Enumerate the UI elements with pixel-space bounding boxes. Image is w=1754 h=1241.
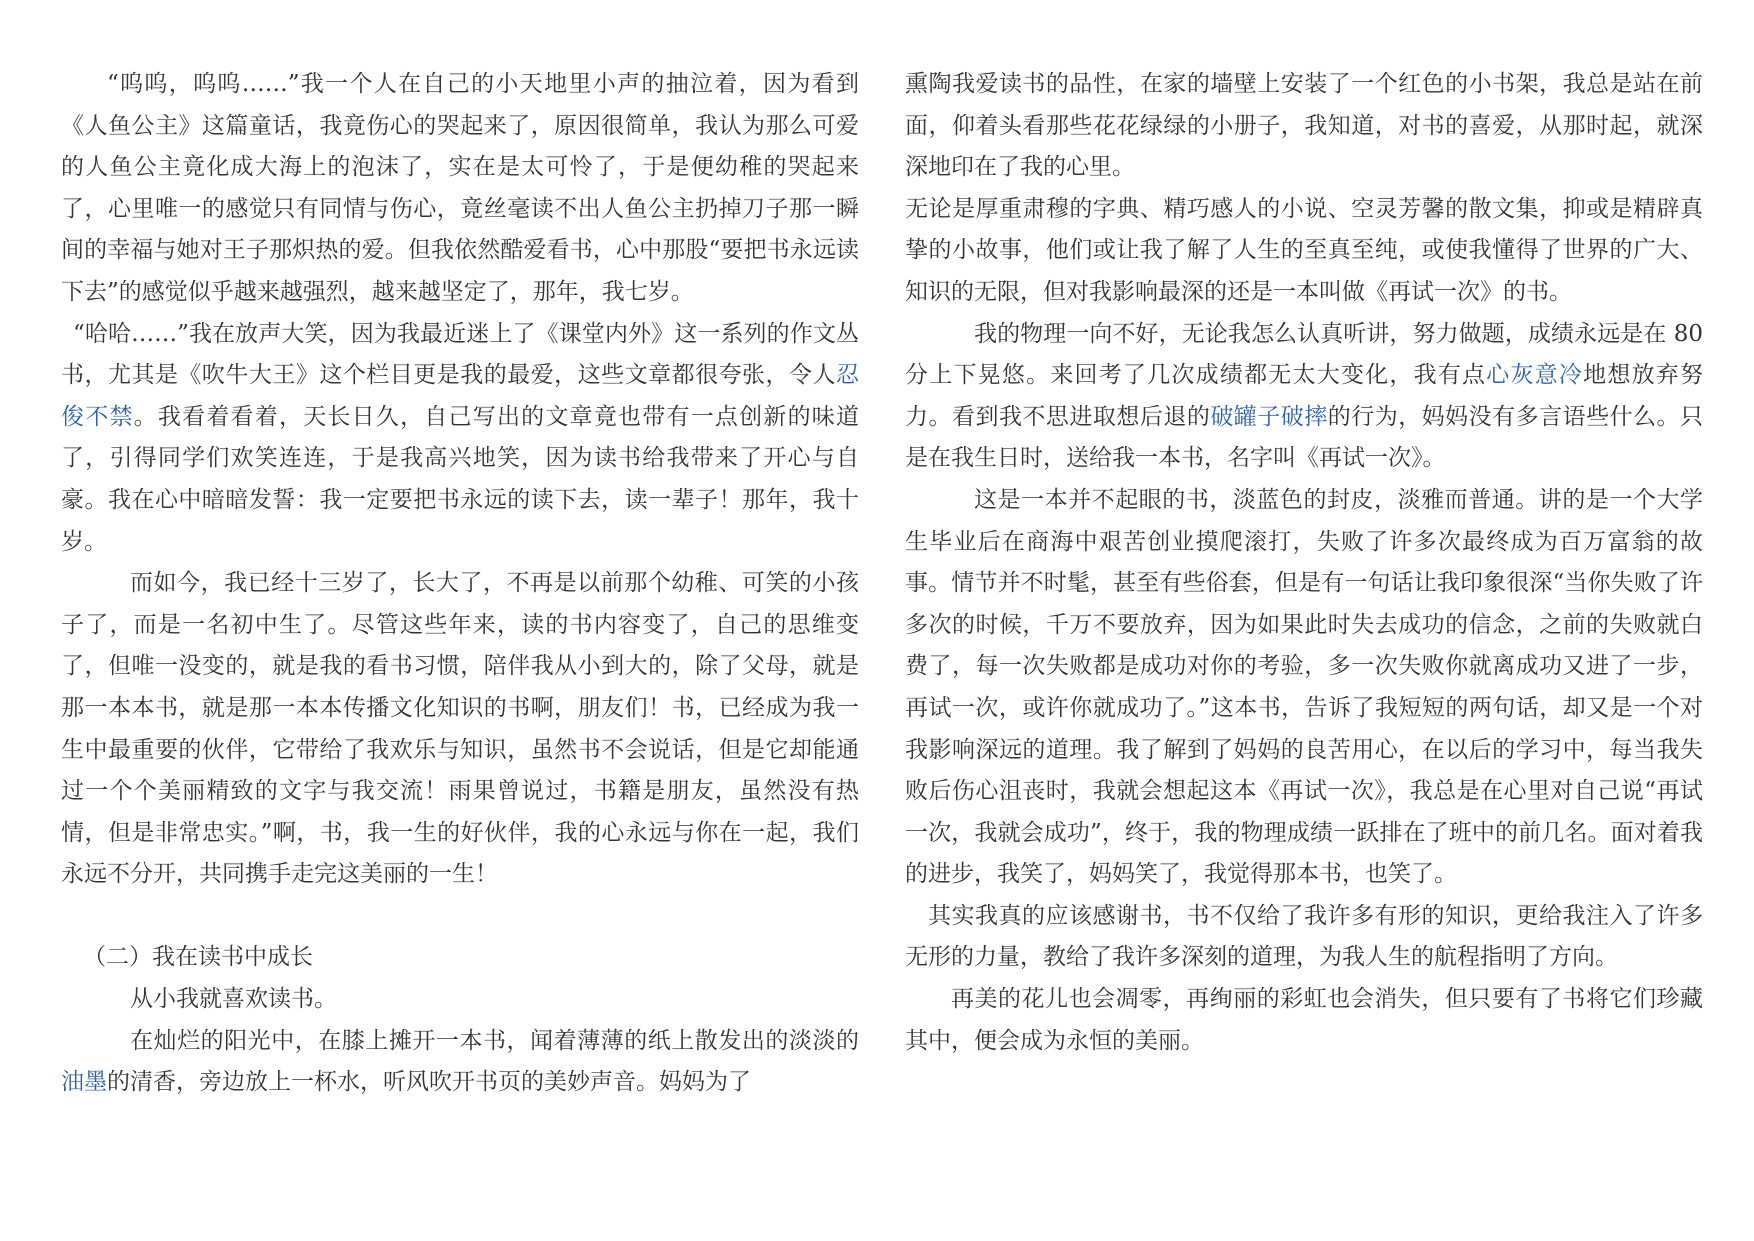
paragraph-text: 无论是厚重肃穆的字典、精巧感人的小说、空灵芳馨的散文集，抑或是精辟真挚的小故事，他们或让我了解了人生的至真至纯，或使我懂得了世界的广大、知识的无限，但对我影响最深的还是一本叫做《再试一次》的书。 [905, 195, 1703, 305]
paragraph-bookshelf [905, 64, 1703, 189]
link-idiom-poguanziposhuai[interactable]: 破罐子破摔 [1210, 403, 1328, 430]
paragraph-text: 。我看着看着，天长日久，自己写出的文章竟也带有一点创新的味道了，引得同学们欢笑连连，于是我高兴地笑，因为读书给我带来了开心与自豪。我在心中暗暗发誓：我一定要把书永远的读下去，读一辈子！那年，我十岁。 [61, 403, 859, 555]
paragraph-physics [905, 314, 1703, 480]
paragraph-text: 的清香，旁边放上一杯水，听风吹开书页的美妙声音。妈妈为了 [107, 1069, 751, 1096]
link-ink[interactable]: 油墨 [61, 1069, 107, 1096]
section-heading: （二）我在读书中成长 [83, 944, 313, 971]
right-column [905, 64, 1703, 1062]
paragraph-text: “呜呜，呜呜……”我一个人在自己的小天地里小声的抽泣着，因为看到《人鱼公主》这篇童话，我竟伤心的哭起来了，原因很简单，我认为那么可爱的人鱼公主竟化成大海上的泡沫了，实在是太可怜了，于是便幼稚的哭起来了，心里唯一的感觉只有同情与伤心，竟丝毫读不出人鱼公主扔掉刀子那一瞬间的幸福与她对王子那炽热的爱。但我依然酷爱看书，心中那股“要把书永远读下去”的感觉似乎越来越强烈，越来越坚定了，那年，我七岁。 [61, 71, 859, 305]
paragraph-text: 其实我真的应该感谢书，书不仅给了我许多有形的知识，更给我注入了许多无形的力量，教给了我许多深刻的道理，为我人生的航程指明了方向。 [905, 902, 1703, 971]
paragraph-childhood [61, 979, 859, 1021]
paragraph-text: 再美的花儿也会凋零，再绚丽的彩虹也会消失，但只要有了书将它们珍藏其中，便会成为永恒的美丽。 [905, 986, 1703, 1054]
link-idiom-renjunbujin[interactable]: 忍俊不禁 [61, 362, 859, 430]
paragraph-text: “哈哈……”我在放声大笑，因为我最近迷上了《课堂内外》这一系列的作文丛书，尤其是《吹牛大王》这个栏目更是我的最爱，这些文章都很夸张，令人 [61, 320, 859, 389]
paragraph-text: 熏陶我爱读书的品性，在家的墙壁上安装了一个红色的小书架，我总是站在前面，仰着头看那些花花绿绿的小册子，我知道，对书的喜爱，从那时起，就深深地印在了我的心里。 [905, 71, 1703, 181]
paragraph-laugh [61, 314, 859, 564]
paragraph-text: 从小我就喜欢读书。 [130, 986, 337, 1013]
paragraph-text: 在灿烂的阳光中，在膝上摊开一本书，闻着薄薄的纸上散发出的淡淡的 [130, 1027, 859, 1054]
paragraph-text: 地想放弃努力。看到我不思进取想后退的 [905, 362, 1703, 430]
paragraph-now [61, 563, 859, 896]
paragraph-mermaid [61, 64, 859, 314]
paragraph-try-again-book [905, 480, 1703, 896]
blank-line [61, 896, 859, 938]
paragraph-text: 我的物理一向不好，无论我怎么认真听讲，努力做题，成绩永远是在 80 分上下晃悠。来回考了几次成绩都无太大变化，我有点 [905, 320, 1703, 389]
paragraph-text: 这是一本并不起眼的书，淡蓝色的封皮，淡雅而普通。讲的是一个大学生毕业后在商海中艰苦创业摸爬滚打，失败了许多次最终成为百万富翁的故事。情节并不时髦，甚至有些俗套，但是有一句话让我印象很深“当你失败了许多次的时候，千万不要放弃，因为如果此时失去成功的信念，之前的失败就白费了，每一次失败都是成功对你的考验，多一次失败你就离成功又进了一步，再试一次，或许你就成功了。”这本书，告诉了我短短的两句话，却又是一个对我影响深远的道理。我了解到了妈妈的良苦用心，在以后的学习中，每当我失败后伤心沮丧时，我就会想起这本《再试一次》，我总是在心里对自己说“再试一次，我就会成功”，终于，我的物理成绩一跃排在了班中的前几名。面对着我的进步，我笑了，妈妈笑了，我觉得那本书，也笑了。 [905, 486, 1703, 888]
link-idiom-xinhuiyileng[interactable]: 心灰意冷 [1486, 362, 1584, 389]
left-column [61, 64, 859, 1104]
paragraph-gratitude [905, 896, 1703, 979]
paragraph-books-influence [905, 189, 1703, 314]
paragraph-sunlight [61, 1021, 859, 1104]
paragraph-text: 的行为，妈妈没有多言语些什么。只是在我生日时，送给我一本书，名字叫《再试一次》。 [905, 403, 1704, 472]
paragraph-text: 而如今，我已经十三岁了，长大了，不再是以前那个幼稚、可笑的小孩子了，而是一名初中生了。尽管这些年来，读的书内容变了，自己的思维变了，但唯一没变的，就是我的看书习惯，陪伴我从小到大的，除了父母，就是那一本本书，就是那一本本传播文化知识的书啊，朋友们！书，已经成为我一生中最重要的伙伴，它带给了我欢乐与知识，虽然书不会说话，但是它却能通过一个个美丽精致的文字与我交流！雨果曾说过，书籍是朋友，虽然没有热情，但是非常忠实。”啊，书，我一生的好伙伴，我的心永远与你在一起，我们永远不分开，共同携手走完这美丽的一生！ [61, 570, 859, 888]
paragraph-closing [905, 979, 1703, 1062]
